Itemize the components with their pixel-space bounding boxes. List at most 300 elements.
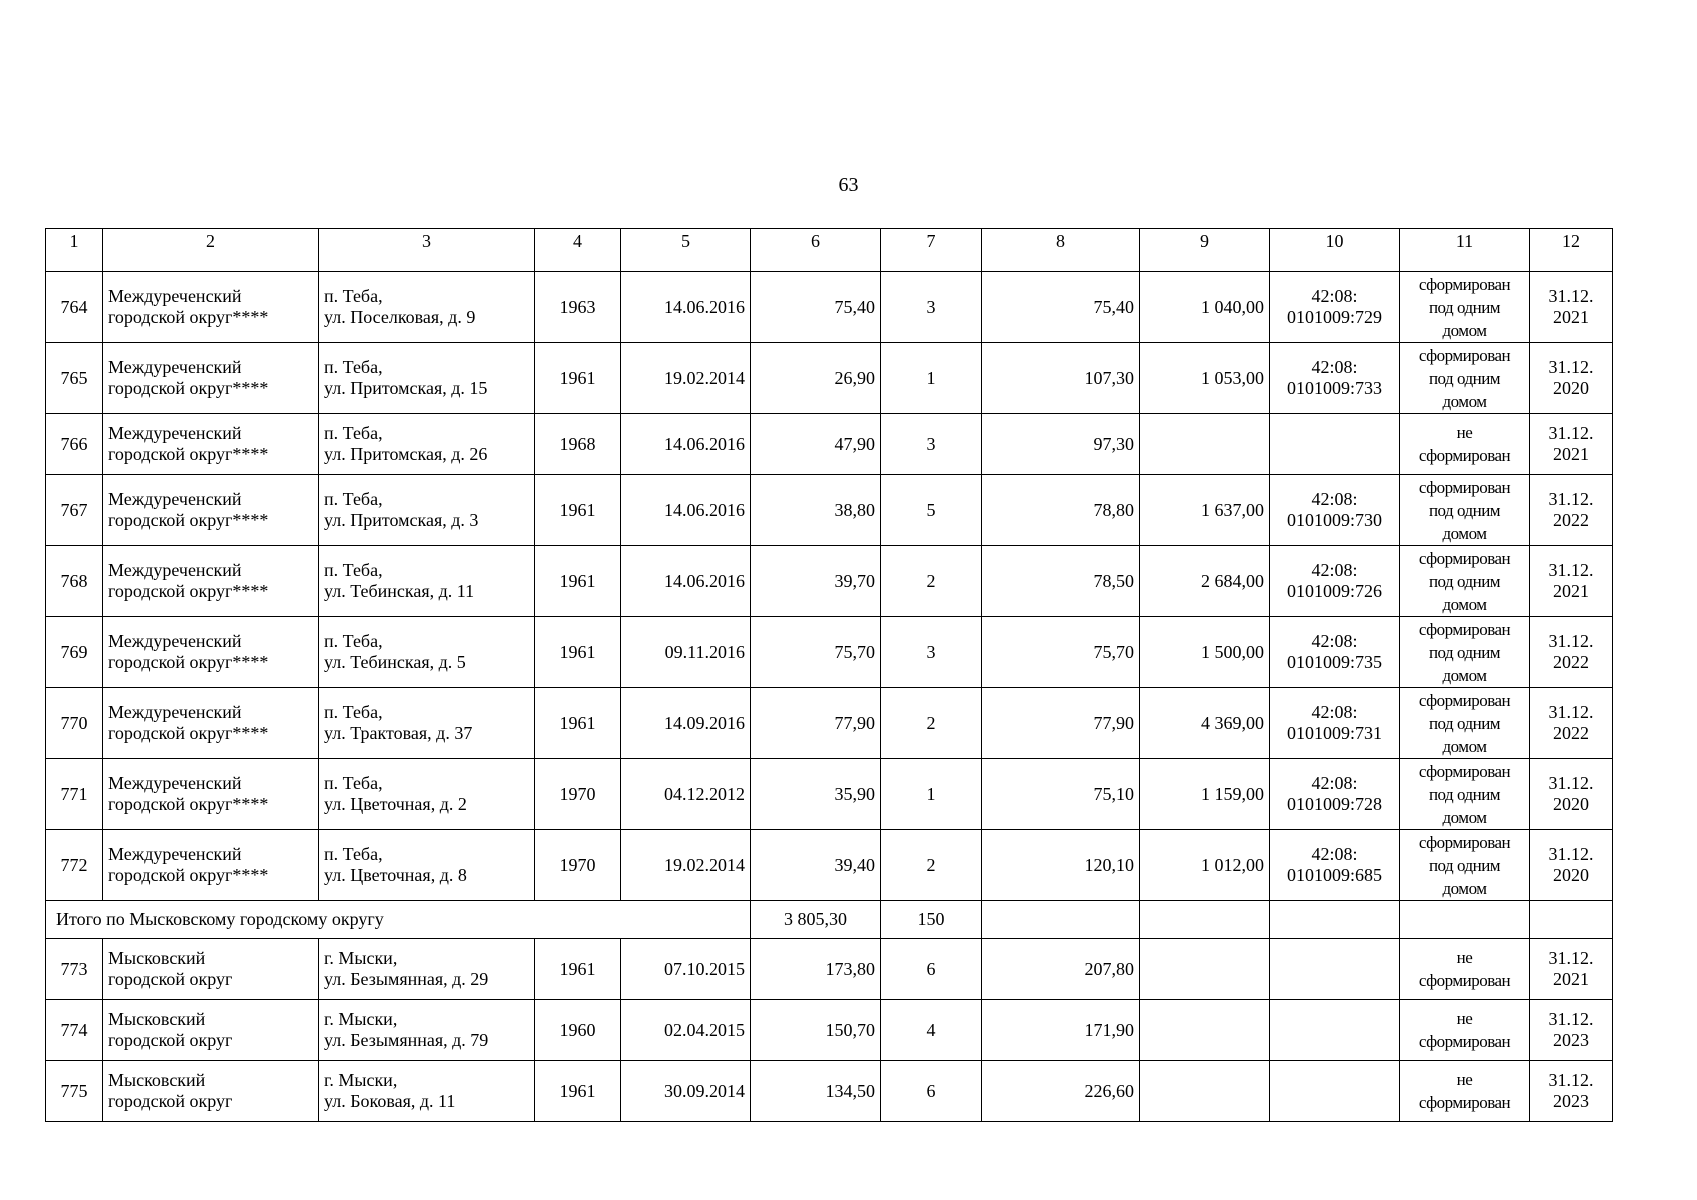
status-cell-line: не [1456, 1070, 1473, 1089]
table-row [46, 617, 1613, 688]
cadastre-cell-line: 0101009:685 [1286, 865, 1382, 885]
column-header: 9 [1140, 229, 1270, 272]
people-cell: 2 [881, 830, 982, 901]
deadline-cell [1530, 617, 1613, 688]
area-cell: 39,70 [751, 546, 881, 617]
address-cell [319, 830, 535, 901]
cadastre-cell-line: 42:08: [1311, 773, 1358, 793]
address-cell-line: п. Теба, [324, 631, 383, 651]
land-area-cell [1140, 1061, 1270, 1122]
area-cell: 134,50 [751, 1061, 881, 1122]
table-row [46, 688, 1613, 759]
district-cell-line: городской округ [108, 969, 233, 989]
status-cell-line: сформирован [1418, 548, 1511, 568]
people-cell: 3 [881, 617, 982, 688]
year-cell: 1961 [535, 1061, 621, 1122]
column-header: 8 [982, 229, 1140, 272]
people-cell: 3 [881, 272, 982, 343]
year-cell: 1961 [535, 475, 621, 546]
deadline-cell [1530, 759, 1613, 830]
district-cell-line: городской округ**** [108, 794, 269, 814]
column-header: 1 [46, 229, 103, 272]
land-area-cell: 1 040,00 [1140, 272, 1270, 343]
total-area-cell: 226,60 [982, 1061, 1140, 1122]
deadline-cell-line: 2022 [1553, 652, 1589, 672]
land-area-cell [1140, 414, 1270, 475]
cadastre-cell [1270, 939, 1400, 1000]
district-cell [103, 688, 319, 759]
area-cell: 35,90 [751, 759, 881, 830]
row-number: 765 [46, 343, 103, 414]
land-area-cell: 1 637,00 [1140, 475, 1270, 546]
table-row [46, 414, 1613, 475]
address-cell-line: ул. Цветочная, д. 8 [324, 865, 467, 885]
area-cell: 173,80 [751, 939, 881, 1000]
total-area-cell: 207,80 [982, 939, 1140, 1000]
people-cell: 2 [881, 546, 982, 617]
total-area-cell: 171,90 [982, 1000, 1140, 1061]
area-cell: 47,90 [751, 414, 881, 475]
status-cell-line: под одним [1428, 642, 1501, 662]
deadline-cell-line: 2020 [1553, 378, 1589, 398]
district-cell [103, 617, 319, 688]
total-area-cell: 75,40 [982, 272, 1140, 343]
cadastre-cell [1270, 617, 1400, 688]
cadastre-cell [1270, 343, 1400, 414]
status-cell-line: под одним [1428, 855, 1501, 875]
address-cell [319, 1061, 535, 1122]
status-cell-line: под одним [1428, 368, 1501, 388]
district-cell-line: городской округ**** [108, 378, 269, 398]
area-cell: 75,40 [751, 272, 881, 343]
status-cell-line: сформирован [1418, 1093, 1511, 1112]
status-cell-line: под одним [1428, 784, 1501, 804]
column-header: 2 [103, 229, 319, 272]
table-row [46, 1061, 1613, 1122]
district-cell-line: городской округ**** [108, 444, 269, 464]
cadastre-cell-line: 42:08: [1311, 702, 1358, 722]
year-cell: 1968 [535, 414, 621, 475]
column-header: 6 [751, 229, 881, 272]
status-cell-line: домом [1442, 807, 1487, 827]
row-number: 764 [46, 272, 103, 343]
deadline-cell-line: 31.12. [1548, 357, 1594, 377]
deadline-cell-line: 31.12. [1548, 1009, 1594, 1029]
district-cell-line: городской округ [108, 1030, 233, 1050]
table-row [46, 546, 1613, 617]
status-cell-line: домом [1442, 736, 1487, 756]
address-cell-line: ул. Притомская, д. 3 [324, 510, 479, 530]
status-cell-line: домом [1442, 665, 1487, 685]
deadline-cell [1530, 830, 1613, 901]
date-cell: 02.04.2015 [621, 1000, 751, 1061]
district-cell-line: Междуреченский [108, 489, 242, 509]
district-cell-line: Междуреченский [108, 702, 242, 722]
address-cell-line: ул. Притомская, д. 15 [324, 378, 488, 398]
address-cell-line: п. Теба, [324, 560, 383, 580]
deadline-cell-line: 2021 [1553, 444, 1589, 464]
year-cell: 1961 [535, 343, 621, 414]
row-number: 770 [46, 688, 103, 759]
address-cell [319, 546, 535, 617]
empty-cell [1270, 901, 1400, 939]
date-cell: 04.12.2012 [621, 759, 751, 830]
status-cell-line: сформирован [1418, 832, 1511, 852]
district-cell [103, 414, 319, 475]
district-cell-line: Мысковский [108, 948, 206, 968]
status-cell-line: под одним [1428, 297, 1501, 317]
address-cell [319, 688, 535, 759]
cadastre-cell [1270, 414, 1400, 475]
deadline-cell [1530, 475, 1613, 546]
row-number: 771 [46, 759, 103, 830]
status-cell [1400, 830, 1530, 901]
date-cell: 30.09.2014 [621, 1061, 751, 1122]
address-cell-line: п. Теба, [324, 489, 383, 509]
table-row [46, 830, 1613, 901]
district-cell [103, 1000, 319, 1061]
total-area-cell: 78,50 [982, 546, 1140, 617]
year-cell: 1961 [535, 939, 621, 1000]
district-cell-line: Междуреченский [108, 773, 242, 793]
district-cell-line: городской округ**** [108, 510, 269, 530]
row-number: 768 [46, 546, 103, 617]
status-cell-line: сформирован [1418, 619, 1511, 639]
land-area-cell: 1 012,00 [1140, 830, 1270, 901]
district-cell [103, 830, 319, 901]
deadline-cell [1530, 414, 1613, 475]
deadline-cell-line: 31.12. [1548, 489, 1594, 509]
cadastre-cell [1270, 546, 1400, 617]
header-row [46, 229, 1613, 272]
table-row [46, 939, 1613, 1000]
deadline-cell [1530, 1000, 1613, 1061]
cadastre-cell-line: 0101009:726 [1286, 581, 1382, 601]
address-cell-line: ул. Тебинская, д. 5 [324, 652, 466, 672]
status-cell-line: домом [1442, 320, 1487, 340]
status-cell-line: под одним [1428, 571, 1501, 591]
year-cell: 1961 [535, 546, 621, 617]
column-header: 7 [881, 229, 982, 272]
empty-cell [1140, 901, 1270, 939]
status-cell [1400, 759, 1530, 830]
cadastre-cell [1270, 830, 1400, 901]
address-cell-line: г. Мыски, [324, 1009, 398, 1029]
cadastre-cell-line: 42:08: [1311, 631, 1358, 651]
deadline-cell-line: 2020 [1553, 865, 1589, 885]
date-cell: 09.11.2016 [621, 617, 751, 688]
district-cell [103, 272, 319, 343]
table-header [46, 229, 1613, 272]
deadline-cell-line: 31.12. [1548, 773, 1594, 793]
area-cell: 75,70 [751, 617, 881, 688]
cadastre-cell-line: 42:08: [1311, 560, 1358, 580]
year-cell: 1963 [535, 272, 621, 343]
deadline-cell-line: 31.12. [1548, 702, 1594, 722]
status-cell-line: сформирован [1418, 345, 1511, 365]
area-cell: 38,80 [751, 475, 881, 546]
table-row [46, 475, 1613, 546]
empty-cell [1400, 901, 1530, 939]
empty-cell [982, 901, 1140, 939]
address-cell [319, 759, 535, 830]
deadline-cell-line: 31.12. [1548, 286, 1594, 306]
land-area-cell [1140, 1000, 1270, 1061]
district-cell [103, 1061, 319, 1122]
people-cell: 3 [881, 414, 982, 475]
cadastre-cell [1270, 1061, 1400, 1122]
status-cell-line: сформирован [1418, 761, 1511, 781]
address-cell-line: п. Теба, [324, 357, 383, 377]
date-cell: 14.09.2016 [621, 688, 751, 759]
cadastre-cell [1270, 475, 1400, 546]
people-cell: 4 [881, 1000, 982, 1061]
district-cell [103, 939, 319, 1000]
area-cell: 39,40 [751, 830, 881, 901]
cadastre-cell-line: 0101009:733 [1286, 378, 1382, 398]
address-cell-line: ул. Поселковая, д. 9 [324, 307, 476, 327]
district-cell [103, 475, 319, 546]
status-cell [1400, 617, 1530, 688]
deadline-cell [1530, 546, 1613, 617]
address-cell [319, 475, 535, 546]
status-cell [1400, 1061, 1530, 1122]
status-cell [1400, 414, 1530, 475]
land-area-cell: 1 500,00 [1140, 617, 1270, 688]
deadline-cell-line: 31.12. [1548, 844, 1594, 864]
total-area-cell: 78,80 [982, 475, 1140, 546]
address-cell-line: ул. Безымянная, д. 79 [324, 1030, 489, 1050]
address-cell-line: г. Мыски, [324, 948, 398, 968]
column-header: 12 [1530, 229, 1613, 272]
cadastre-cell-line: 0101009:728 [1286, 794, 1382, 814]
empty-cell [1530, 901, 1613, 939]
cadastre-cell-line: 42:08: [1311, 357, 1358, 377]
people-cell: 6 [881, 939, 982, 1000]
total-people: 150 [881, 901, 982, 939]
status-cell [1400, 546, 1530, 617]
address-cell-line: ул. Безымянная, д. 29 [324, 969, 489, 989]
table-row [46, 272, 1613, 343]
total-area: 3 805,30 [751, 901, 881, 939]
district-cell [103, 546, 319, 617]
total-area-cell: 97,30 [982, 414, 1140, 475]
table-row [46, 1000, 1613, 1061]
address-cell-line: г. Мыски, [324, 1070, 398, 1090]
people-cell: 5 [881, 475, 982, 546]
status-cell [1400, 475, 1530, 546]
status-cell-line: сформирован [1418, 1032, 1511, 1051]
cadastre-cell-line: 0101009:730 [1286, 510, 1382, 530]
status-cell [1400, 939, 1530, 1000]
date-cell: 14.06.2016 [621, 475, 751, 546]
date-cell: 14.06.2016 [621, 272, 751, 343]
date-cell: 14.06.2016 [621, 546, 751, 617]
year-cell: 1961 [535, 617, 621, 688]
address-cell-line: ул. Тебинская, д. 11 [324, 581, 475, 601]
year-cell: 1961 [535, 688, 621, 759]
district-cell-line: Мысковский [108, 1009, 206, 1029]
address-cell-line: ул. Цветочная, д. 2 [324, 794, 467, 814]
status-cell-line: не [1456, 948, 1473, 967]
deadline-cell-line: 2021 [1553, 581, 1589, 601]
table-body [46, 272, 1613, 1122]
address-cell-line: ул. Притомская, д. 26 [324, 444, 488, 464]
address-cell [319, 617, 535, 688]
deadline-cell [1530, 343, 1613, 414]
address-cell-line: п. Теба, [324, 702, 383, 722]
deadline-cell-line: 2022 [1553, 510, 1589, 530]
status-cell [1400, 343, 1530, 414]
district-cell-line: Междуреченский [108, 423, 242, 443]
deadline-cell [1530, 272, 1613, 343]
district-cell-line: городской округ**** [108, 865, 269, 885]
table-row [46, 343, 1613, 414]
district-cell-line: городской округ [108, 1091, 233, 1111]
deadline-cell-line: 31.12. [1548, 560, 1594, 580]
deadline-cell-line: 31.12. [1548, 1070, 1594, 1090]
area-cell: 26,90 [751, 343, 881, 414]
deadline-cell-line: 2023 [1553, 1030, 1589, 1050]
status-cell-line: не [1456, 423, 1473, 442]
column-header: 5 [621, 229, 751, 272]
deadline-cell [1530, 1061, 1613, 1122]
column-header: 10 [1270, 229, 1400, 272]
page-number: 63 [838, 174, 859, 196]
cadastre-cell [1270, 759, 1400, 830]
address-cell-line: п. Теба, [324, 423, 383, 443]
year-cell: 1970 [535, 830, 621, 901]
district-cell-line: Междуреченский [108, 844, 242, 864]
address-cell-line: п. Теба, [324, 286, 383, 306]
status-cell [1400, 688, 1530, 759]
total-area-cell: 75,10 [982, 759, 1140, 830]
people-cell: 1 [881, 759, 982, 830]
total-area-cell: 107,30 [982, 343, 1140, 414]
deadline-cell [1530, 688, 1613, 759]
district-cell [103, 759, 319, 830]
date-cell: 14.06.2016 [621, 414, 751, 475]
land-area-cell: 1 053,00 [1140, 343, 1270, 414]
area-cell: 150,70 [751, 1000, 881, 1061]
people-cell: 6 [881, 1061, 982, 1122]
status-cell-line: сформирован [1418, 690, 1511, 710]
cadastre-cell-line: 0101009:735 [1286, 652, 1382, 672]
district-cell-line: городской округ**** [108, 307, 269, 327]
total-label: Итого по Мысковскому городскому округу [46, 901, 751, 939]
date-cell: 19.02.2014 [621, 343, 751, 414]
address-cell [319, 272, 535, 343]
total-area-cell: 75,70 [982, 617, 1140, 688]
cadastre-cell-line: 42:08: [1311, 489, 1358, 509]
row-number: 773 [46, 939, 103, 1000]
status-cell-line: сформирован [1418, 446, 1511, 465]
status-cell-line: под одним [1428, 500, 1501, 520]
deadline-cell-line: 31.12. [1548, 423, 1594, 443]
year-cell: 1960 [535, 1000, 621, 1061]
status-cell-line: сформирован [1418, 971, 1511, 990]
deadline-cell-line: 2020 [1553, 794, 1589, 814]
deadline-cell-line: 2022 [1553, 723, 1589, 743]
row-number: 772 [46, 830, 103, 901]
district-cell-line: городской округ**** [108, 652, 269, 672]
address-cell [319, 1000, 535, 1061]
deadline-cell-line: 2021 [1553, 307, 1589, 327]
deadline-cell-line: 2021 [1553, 969, 1589, 989]
district-cell-line: Междуреченский [108, 560, 242, 580]
district-cell-line: Междуреченский [108, 631, 242, 651]
land-area-cell: 4 369,00 [1140, 688, 1270, 759]
row-number: 775 [46, 1061, 103, 1122]
cadastre-cell-line: 0101009:729 [1286, 307, 1382, 327]
district-cell-line: Междуреченский [108, 357, 242, 377]
column-header: 11 [1400, 229, 1530, 272]
status-cell-line: сформирован [1418, 274, 1511, 294]
row-number: 769 [46, 617, 103, 688]
district-cell-line: городской округ**** [108, 581, 269, 601]
district-cell-line: Мысковский [108, 1070, 206, 1090]
date-cell: 19.02.2014 [621, 830, 751, 901]
cadastre-cell-line: 42:08: [1311, 286, 1358, 306]
address-cell-line: ул. Трактовая, д. 37 [324, 723, 473, 743]
status-cell [1400, 272, 1530, 343]
address-cell-line: п. Теба, [324, 844, 383, 864]
cadastre-cell [1270, 1000, 1400, 1061]
cadastre-cell-line: 42:08: [1311, 844, 1358, 864]
district-cell-line: городской округ**** [108, 723, 269, 743]
people-cell: 2 [881, 688, 982, 759]
table-row [46, 759, 1613, 830]
year-cell: 1970 [535, 759, 621, 830]
address-cell-line: п. Теба, [324, 773, 383, 793]
date-cell: 07.10.2015 [621, 939, 751, 1000]
status-cell [1400, 1000, 1530, 1061]
row-number: 774 [46, 1000, 103, 1061]
address-cell [319, 343, 535, 414]
row-number: 766 [46, 414, 103, 475]
status-cell-line: не [1456, 1009, 1473, 1028]
area-cell: 77,90 [751, 688, 881, 759]
status-cell-line: под одним [1428, 713, 1501, 733]
total-row [46, 901, 1613, 939]
cadastre-cell [1270, 688, 1400, 759]
status-cell-line: домом [1442, 391, 1487, 411]
land-area-cell: 2 684,00 [1140, 546, 1270, 617]
column-header: 3 [319, 229, 535, 272]
status-cell-line: домом [1442, 594, 1487, 614]
address-cell [319, 414, 535, 475]
address-cell [319, 939, 535, 1000]
status-cell-line: сформирован [1418, 477, 1511, 497]
deadline-cell [1530, 939, 1613, 1000]
district-cell-line: Междуреченский [108, 286, 242, 306]
people-cell: 1 [881, 343, 982, 414]
column-header: 4 [535, 229, 621, 272]
deadline-cell-line: 31.12. [1548, 631, 1594, 651]
district-cell [103, 343, 319, 414]
land-area-cell [1140, 939, 1270, 1000]
total-area-cell: 120,10 [982, 830, 1140, 901]
address-cell-line: ул. Боковая, д. 11 [324, 1091, 456, 1111]
cadastre-cell-line: 0101009:731 [1286, 723, 1382, 743]
land-area-cell: 1 159,00 [1140, 759, 1270, 830]
total-area-cell: 77,90 [982, 688, 1140, 759]
status-cell-line: домом [1442, 523, 1487, 543]
status-cell-line: домом [1442, 878, 1487, 898]
deadline-cell-line: 31.12. [1548, 948, 1594, 968]
housing-registry-table [45, 228, 1613, 1122]
cadastre-cell [1270, 272, 1400, 343]
